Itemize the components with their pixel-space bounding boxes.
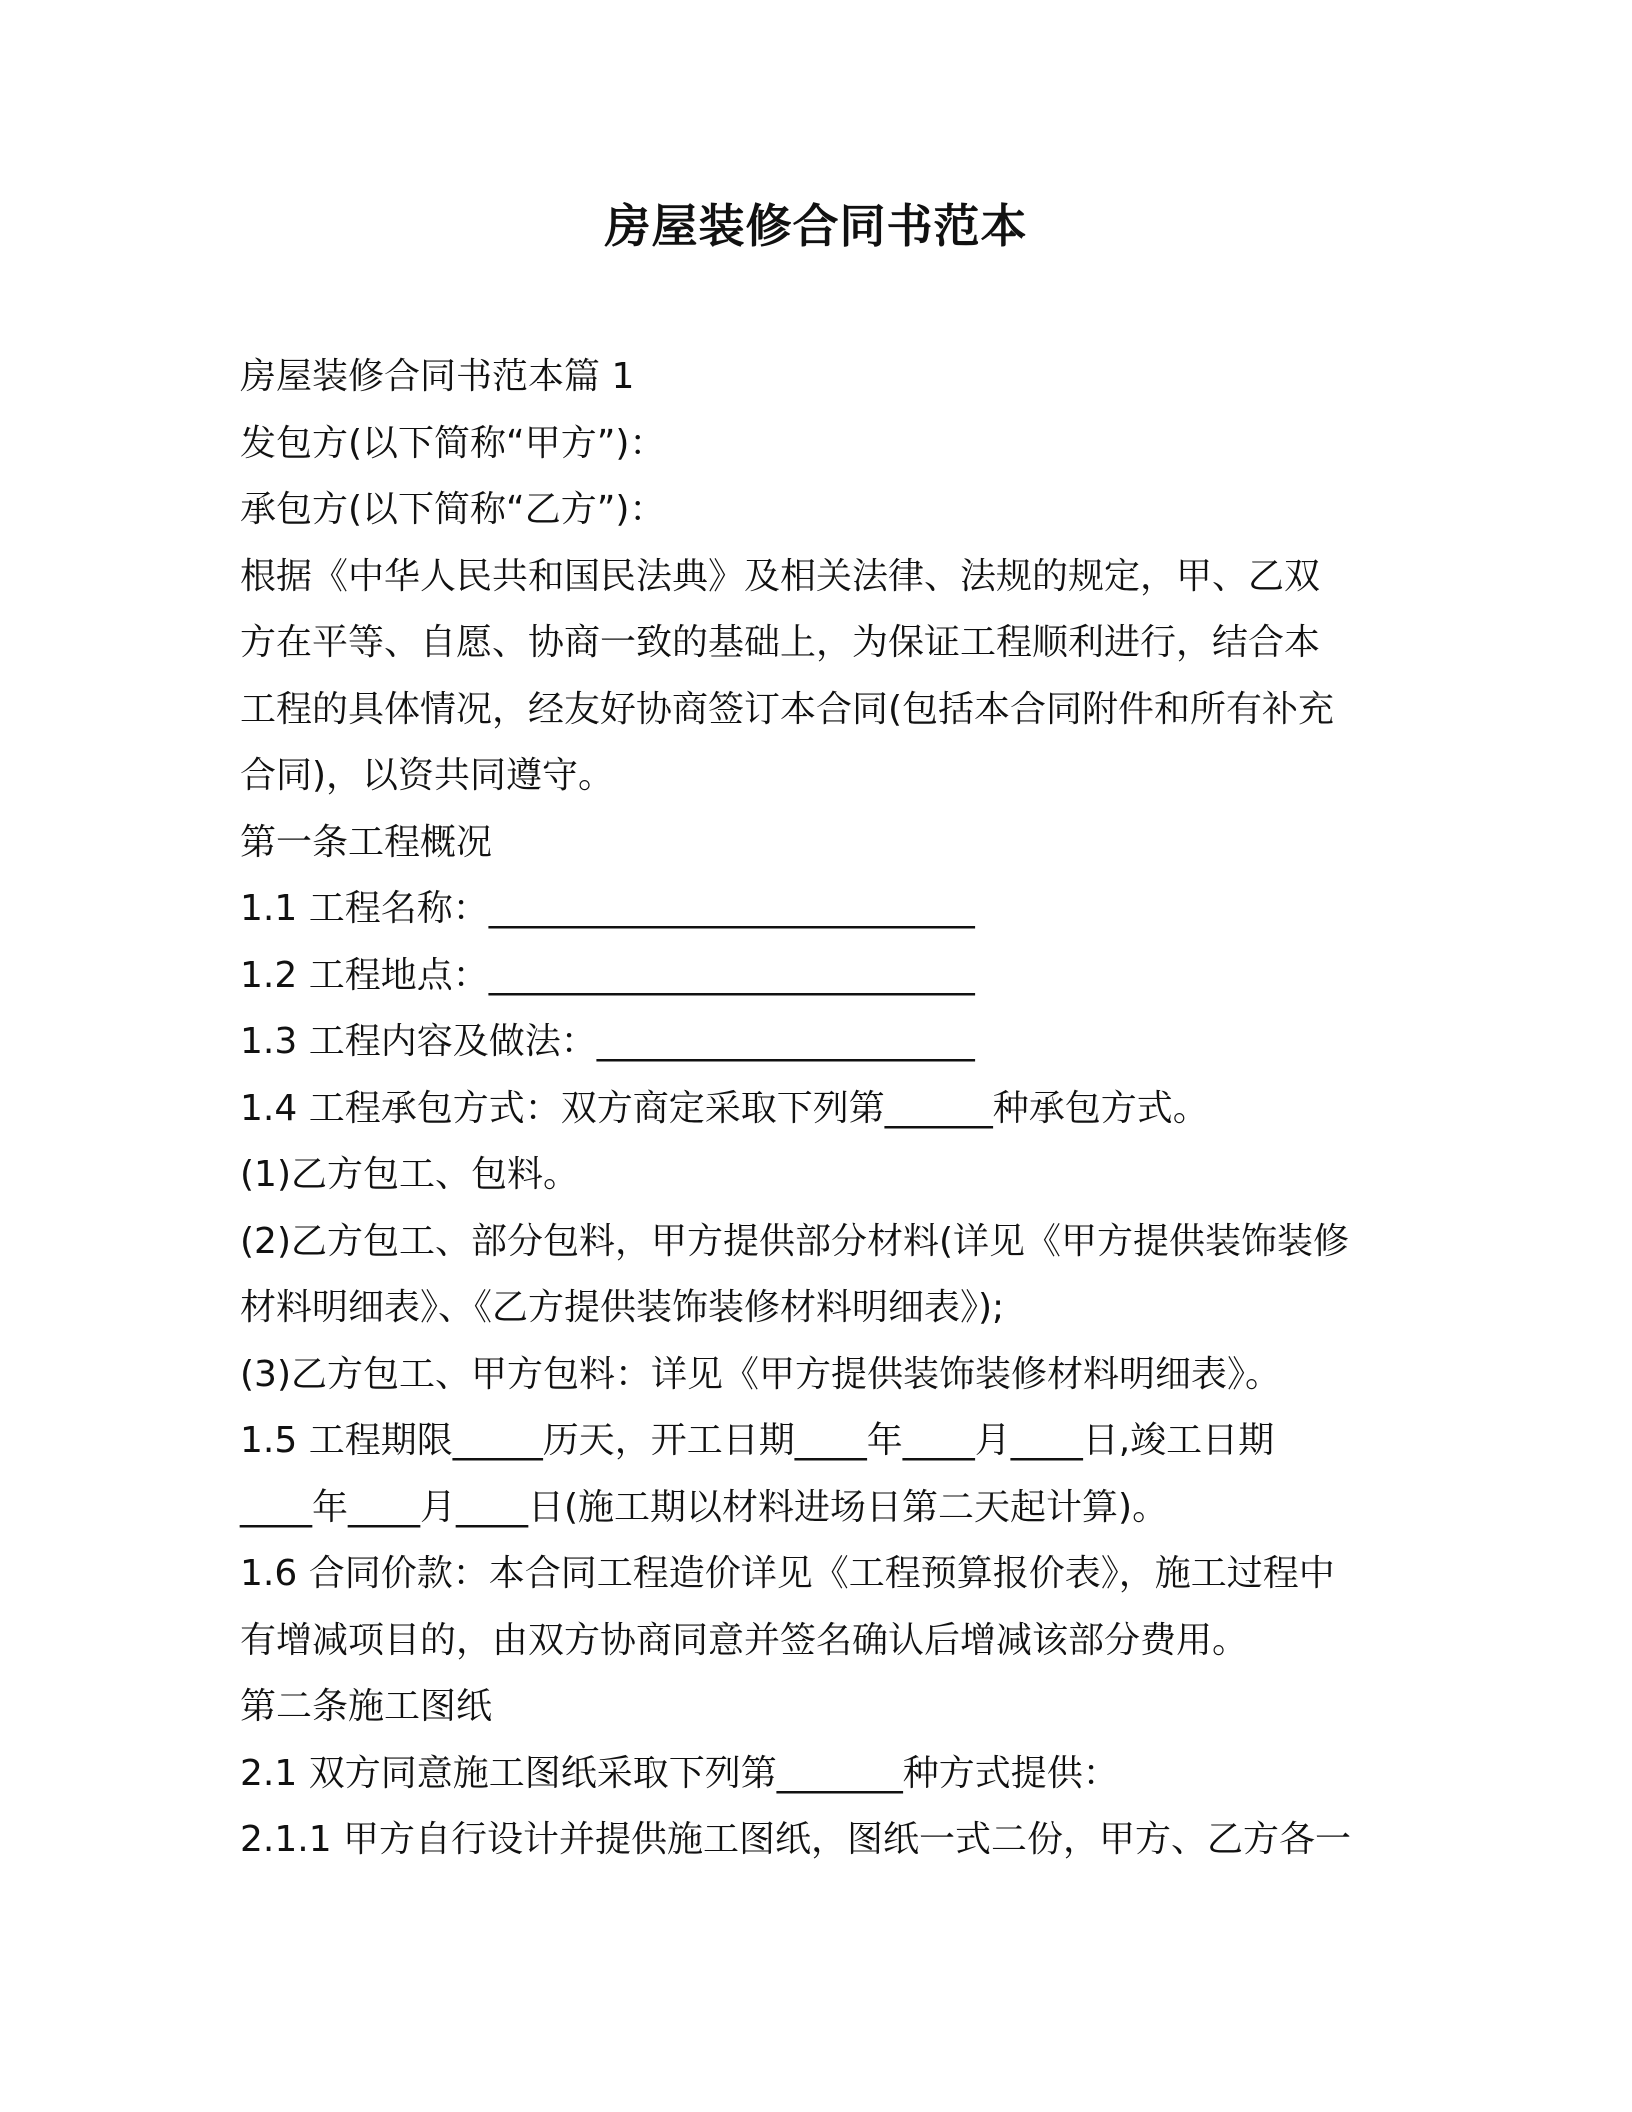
document-body	[240, 344, 1390, 1874]
clause-2-1: 2.1 双方同意施工图纸采取下列第_______种方式提供：	[240, 1752, 1119, 1794]
preamble-line-4: 合同)，以资共同遵守。	[240, 755, 615, 796]
clause-1-5-line-1: 1.5 工程期限_____历天，开工日期____年____月____日,竣工日期	[240, 1420, 1275, 1461]
option-1: (1)乙方包工、包料。	[240, 1154, 579, 1195]
party-b-line: 承包方(以下简称“乙方”)：	[240, 489, 666, 530]
preamble-line-2: 方在平等、自愿、协商一致的基础上，为保证工程顺利进行，结合本	[240, 622, 1321, 663]
option-3: (3)乙方包工、甲方包料：详见《甲方提供装饰装修材料明细表》。	[240, 1353, 1281, 1395]
clause-2-1-1: 2.1.1 甲方自行设计并提供施工图纸，图纸一式二份，甲方、乙方各一	[240, 1819, 1352, 1860]
clause-1-6-line-1: 1.6 合同价款：本合同工程造价详见《工程预算报价表》，施工过程中	[240, 1553, 1335, 1594]
document-title: 房屋装修合同书范本	[604, 199, 1028, 253]
article-2-heading: 第二条施工图纸	[240, 1686, 493, 1727]
party-a-line: 发包方(以下简称“甲方”)：	[240, 422, 666, 464]
clause-1-4: 1.4 工程承包方式：双方商定采取下列第______种承包方式。	[240, 1087, 1209, 1129]
option-2-line-2: 材料明细表》、《乙方提供装饰装修材料明细表》);	[240, 1287, 1005, 1328]
clause-1-2: 1.2 工程地点：___________________________	[240, 954, 975, 996]
article-1-heading: 第一条工程概况	[240, 821, 493, 863]
clause-1-5-line-2: ____年____月____日(施工期以材料进场日第二天起计算)。	[240, 1486, 1169, 1528]
section-heading: 房屋装修合同书范本篇 1	[240, 356, 635, 397]
option-2-line-1: (2)乙方包工、部分包料，甲方提供部分材料(详见《甲方提供装饰装修	[240, 1220, 1350, 1262]
clause-1-1: 1.1 工程名称：___________________________	[240, 888, 975, 929]
clause-1-6-line-2: 有增减项目的，由双方协商同意并签名确认后增减该部分费用。	[240, 1619, 1249, 1661]
clause-1-3: 1.3 工程内容及做法：_____________________	[240, 1021, 975, 1062]
preamble-line-3: 工程的具体情况，经友好协商签订本合同(包括本合同附件和所有补充	[240, 688, 1335, 730]
preamble-line-1: 根据《中华人民共和国民法典》及相关法律、法规的规定，甲、乙双	[240, 555, 1321, 597]
